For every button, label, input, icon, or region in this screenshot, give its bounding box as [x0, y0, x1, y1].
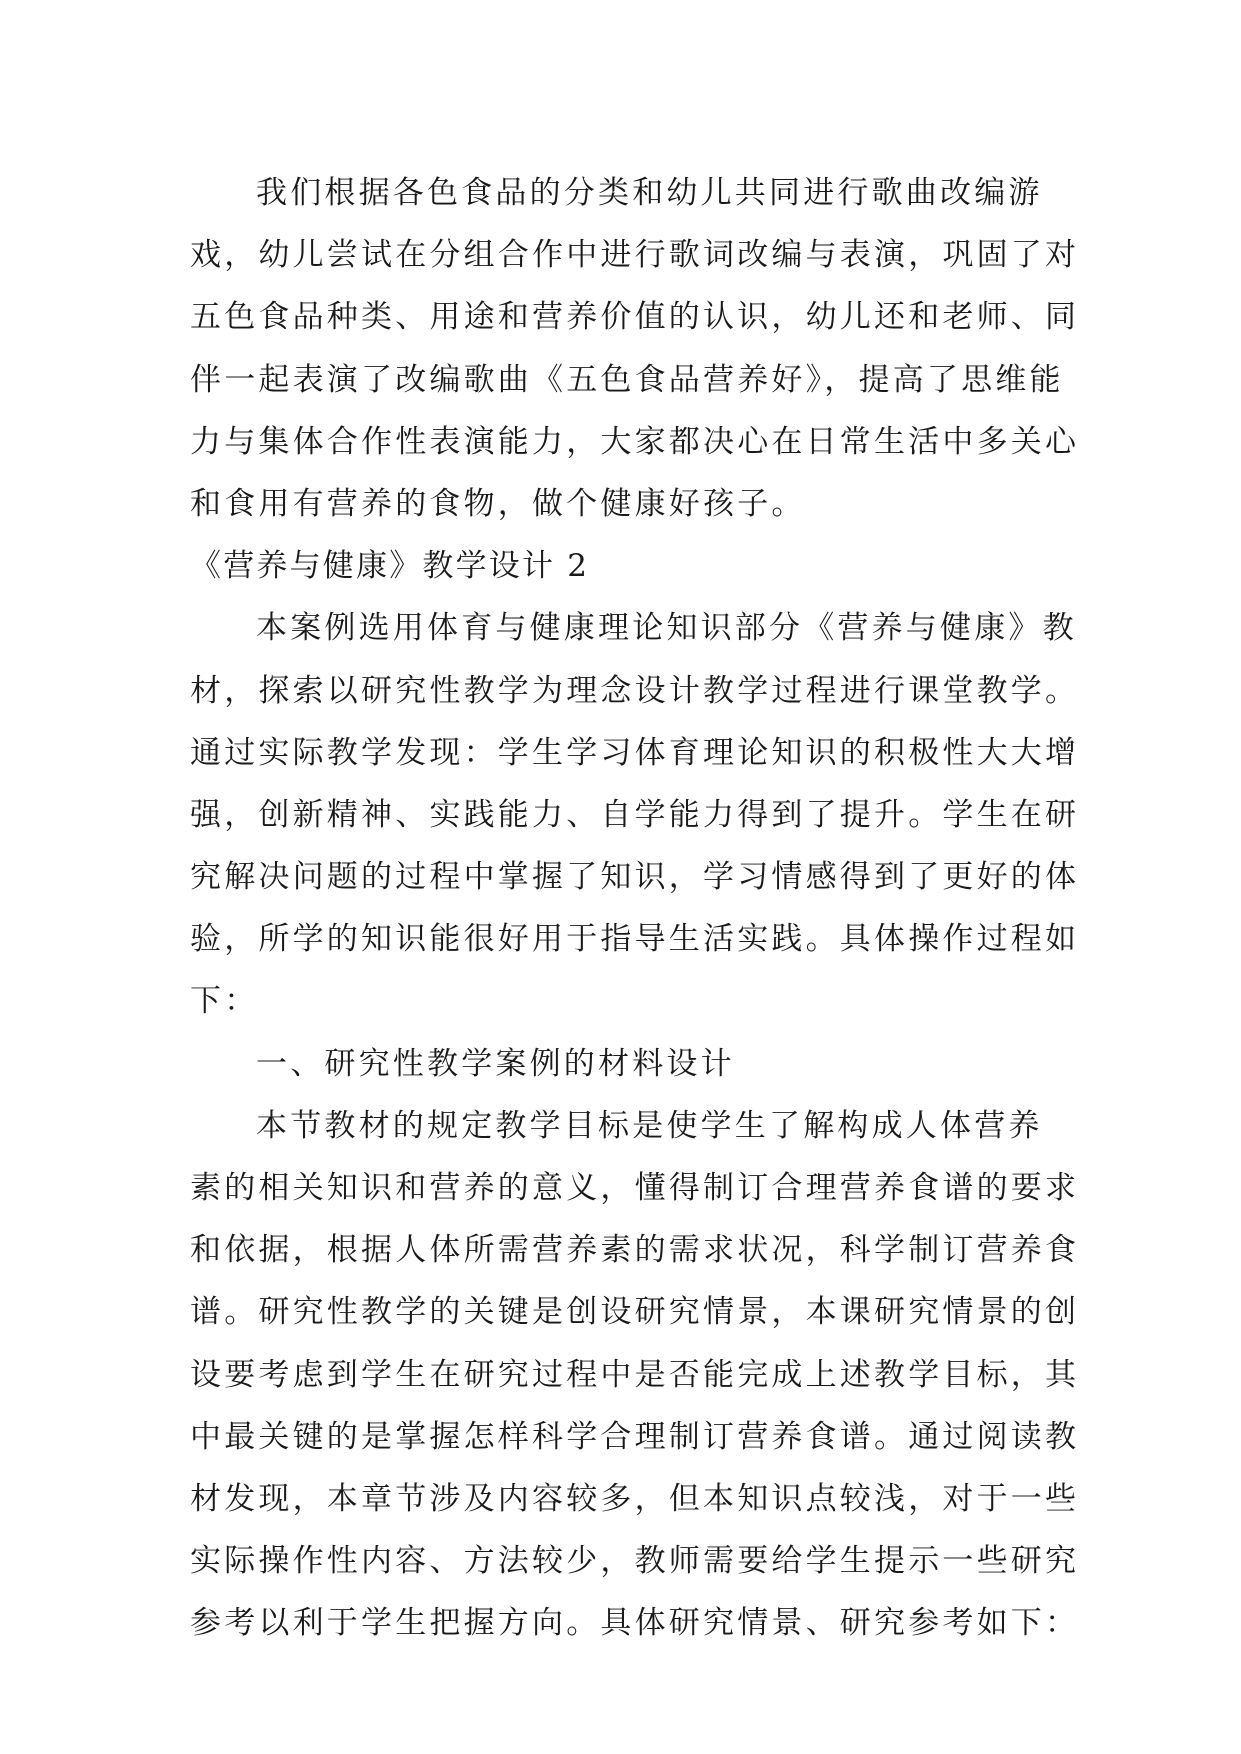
text-line: 五色食品种类、用途和营养价值的认识，幼儿还和老师、同 [190, 299, 1080, 336]
text-line: 材发现，本章节涉及内容较多，但本知识点较浅，对于一些 [190, 1480, 1080, 1517]
text-line: 素的相关知识和营养的意义，懂得制订合理营养食谱的要求 [190, 1170, 1080, 1206]
text-line: 谱。研究性教学的关键是创设研究情景，本课研究情景的创 [190, 1294, 1080, 1331]
text-line: 戏，幼儿尝试在分组合作中进行歌词改编与表演，巩固了对 [190, 237, 1080, 274]
text-line: 究解决问题的过程中掌握了知识，学习情感得到了更好的体 [190, 859, 1080, 896]
text-line: 实际操作性内容、方法较少，教师需要给学生提示一些研究 [190, 1543, 1080, 1580]
text-line: 力与集体合作性表演能力，大家都决心在日常生活中多关心 [190, 423, 1080, 460]
text-line: 本案例选用体育与健康理论知识部分《营养与健康》教 [256, 610, 1077, 647]
text-line: 验，所学的知识能很好用于指导生活实践。具体操作过程如 [190, 921, 1080, 958]
text-line: 我们根据各色食品的分类和幼儿共同进行歌曲改编游 [256, 175, 1043, 211]
section-heading: 《营养与健康》教学设计 2 [190, 548, 590, 585]
text-line: 和依据，根据人体所需营养素的需求状况，科学制订营养食 [190, 1232, 1080, 1269]
text-line: 和食用有营养的食物，做个健康好孩子。 [190, 485, 806, 522]
text-line: 本节教材的规定教学目标是使学生了解构成人体营养 [256, 1107, 1043, 1144]
text-line: 材，探索以研究性教学为理念设计教学过程进行课堂教学。 [190, 672, 1080, 709]
text-line: 中最关键的是掌握怎样科学合理制订营养食谱。通过阅读教 [190, 1418, 1080, 1455]
text-line: 设要考虑到学生在研究过程中是否能完成上述教学目标，其 [190, 1356, 1080, 1393]
text-line: 伴一起表演了改编歌曲《五色食品营养好》，提高了思维能 [190, 361, 1064, 398]
document-body [190, 162, 1080, 1655]
text-line: 强，创新精神、实践能力、自学能力得到了提升。学生在研 [190, 796, 1080, 833]
text-line: 一、研究性教学案例的材料设计 [256, 1045, 735, 1082]
text-line: 下： [190, 983, 259, 1020]
text-line: 参考以利于学生把握方向。具体研究情景、研究参考如下： [190, 1605, 1080, 1642]
text-line: 通过实际教学发现：学生学习体育理论知识的积极性大大增 [190, 734, 1080, 771]
